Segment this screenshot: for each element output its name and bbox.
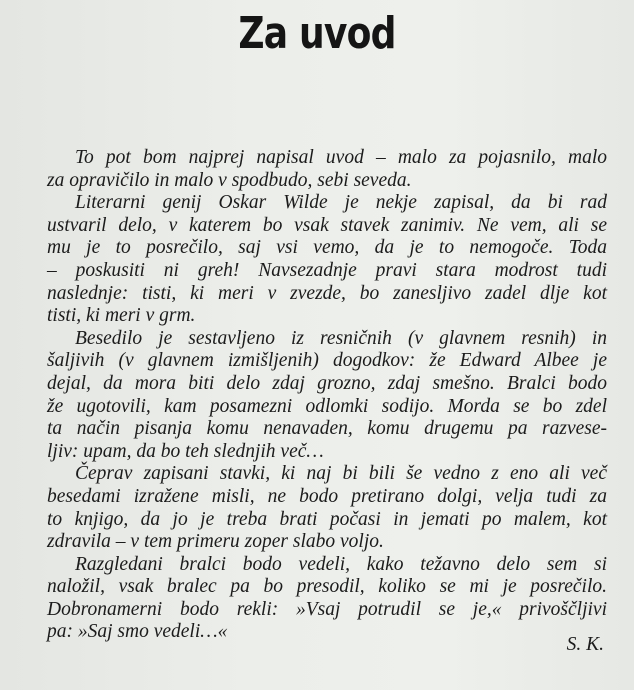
page-title: Za uvod [238,8,396,59]
text-line: že ugotovili, kam posamezni odlomki sodijo. Morda se bo zdel [47,395,607,417]
text-line: Čeprav zapisani stavki, ki naj bi bili še vedno z eno ali več [75,463,607,485]
author-signature: S. K. [566,634,604,655]
text-line: Razgledani bralci bodo vedeli, kako težavno delo sem si [75,553,607,575]
text-line: zdravila – v tem primeru zoper slabo voljo. [47,531,384,553]
text-line: naslednje: tisti, ki meri v zvezde, bo zanesljivo zadel dlje kot [47,282,607,304]
text-line: mu je to posrečilo, saj vsi vemo, da je to nemogoče. Toda [47,237,607,259]
text-line: ustvaril delo, v katerem bo vsak stavek zanimiv. Ne vem, ali se [47,214,607,236]
preface-text [47,147,607,644]
text-line: ljiv: upam, da bo teh slednjih več… [47,440,324,462]
text-line: – poskusiti ni greh! Navsezadnje pravi stara modrost tudi [47,259,607,281]
text-line: Dobronamerni bodo rekli: »Vsaj potrudil se je,« privoščljivi [47,598,607,620]
text-line: Besedilo je sestavljeno iz resničnih (v glavnem resnih) in [75,327,607,349]
text-line: To pot bom najprej napisal uvod – malo za pojasnilo, malo [75,147,607,168]
text-line: dejal, da mora biti delo zdaj grozno, zdaj smešno. Bralci bodo [47,372,607,394]
text-line: naložil, vsak bralec pa bo presodil, koliko se mi je posrečilo. [47,576,607,598]
text-line: tisti, ki meri v grm. [47,305,196,327]
text-line: šaljivih (v glavnem izmišljenih) dogodkov: že Edward Albee je [47,350,607,372]
text-line: besedami izražene misli, ne bodo pretirano dolgi, velja tudi za [47,485,607,507]
text-line: to knjigo, da jo je treba brati počasi in jemati po malem, kot [47,508,607,530]
text-line: Literarni genij Oskar Wilde je nekje zapisal, da bi rad [75,192,607,214]
text-line: za opravičilo in malo v spodbudo, sebi seveda. [47,169,412,191]
text-line: pa: »Saj smo vedeli…« [47,621,228,643]
text-line: ta način pisanja komu nenavaden, komu drugemu pa razvese- [47,418,607,440]
